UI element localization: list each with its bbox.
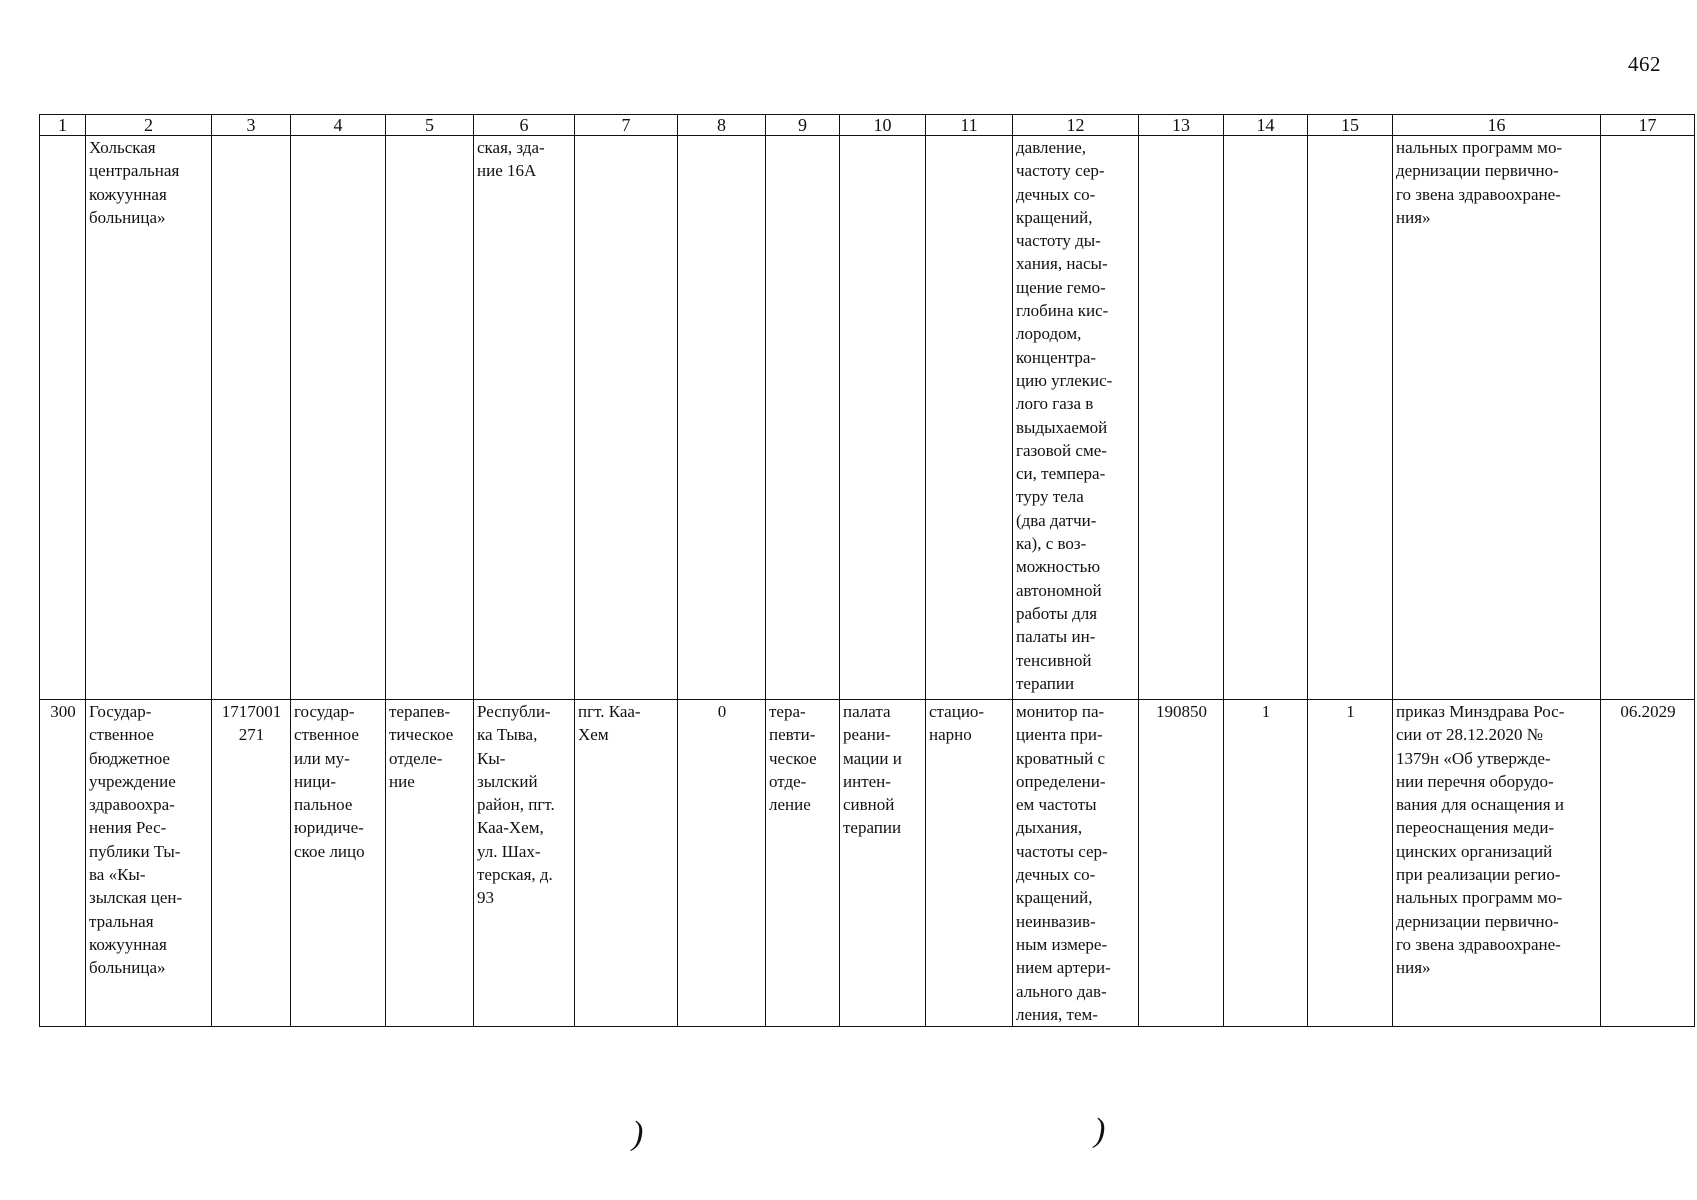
column-number: 1 (40, 115, 86, 136)
column-number: 8 (678, 115, 766, 136)
date-cell (1601, 136, 1695, 700)
row-number-cell: 300 (40, 700, 86, 1027)
count-cell: 0 (678, 700, 766, 1027)
room-cell (840, 136, 926, 700)
column-number: 13 (1139, 115, 1224, 136)
column-number: 16 (1393, 115, 1601, 136)
care-mode-cell: стацио- нарно (926, 700, 1013, 1027)
table-row (40, 136, 1695, 700)
legal-basis-cell: нальных программ мо- дернизации первично- го звена здравоохране- ния» (1393, 136, 1601, 700)
organization-name-cell: Хольская центральная кожуунная больница» (86, 136, 212, 700)
column-number: 11 (926, 115, 1013, 136)
table-row (40, 700, 1695, 1027)
page-number: 462 (1628, 52, 1661, 76)
column-number: 2 (86, 115, 212, 136)
code-cell: 190850 (1139, 700, 1224, 1027)
legal-form-cell: государ- ственное или му- ници- пальное юридиче- ское лицо (291, 700, 386, 1027)
column-number: 3 (212, 115, 291, 136)
column-number: 5 (386, 115, 474, 136)
room-cell: палата реани- мации и интен- сивной терапии (840, 700, 926, 1027)
code-cell (1139, 136, 1224, 700)
unit-cell (766, 136, 840, 700)
register-table (39, 114, 1695, 1027)
column-number: 7 (575, 115, 678, 136)
department-cell (386, 136, 474, 700)
department-cell: терапев- тическое отделе- ние (386, 700, 474, 1027)
column-number: 4 (291, 115, 386, 136)
equipment-cell: монитор па- циента при- кроватный с определени- ем частоты дыхания, частоты сер- дечных со- кращений, неинвазив- ным измере- нием артери- ального дав- ления, тем- (1013, 700, 1139, 1027)
settlement-cell: пгт. Каа- Хем (575, 700, 678, 1027)
pen-mark: ) (632, 1115, 644, 1152)
inn-cell: 1717001 271 (212, 700, 291, 1027)
column-number: 15 (1308, 115, 1393, 136)
column-number: 6 (474, 115, 575, 136)
row-number-cell (40, 136, 86, 700)
care-mode-cell (926, 136, 1013, 700)
column-number: 17 (1601, 115, 1695, 136)
column-number: 9 (766, 115, 840, 136)
equipment-cell: давление, частоту сер- дечных со- кращений, частоту ды- хания, насы- щение гемо- глобина кис- лородом, концентра- цию углекис- лого газа в выдыхаемой газовой сме- си, темпера- туру тела (два датчи- ка), с воз- можностью автономной работы для палаты ин- тенсивной терапии (1013, 136, 1139, 700)
organization-name-cell: Государ- ственное бюджетное учреждение здравоохра- нения Рес- публики Ты- ва «Кы- зылская цен- тральная кожуунная больница» (86, 700, 212, 1027)
quantity-cell (1308, 136, 1393, 700)
legal-basis-cell: приказ Минздрава Рос- сии от 28.12.2020 № 1379н «Об утвержде- нии перечня оборудо- вания для оснащения и переоснащения меди- цинских организаций при реализации регио- нальных программ мо- дернизации первично- го звена здравоохране- ния» (1393, 700, 1601, 1027)
legal-form-cell (291, 136, 386, 700)
address-cell: ская, зда- ние 16А (474, 136, 575, 700)
settlement-cell (575, 136, 678, 700)
pen-mark: ) (1094, 1112, 1106, 1149)
inn-cell (212, 136, 291, 700)
quantity-cell (1224, 136, 1308, 700)
unit-cell: тера- певти- ческое отде- ление (766, 700, 840, 1027)
date-cell: 06.2029 (1601, 700, 1695, 1027)
address-cell: Республи- ка Тыва, Кы- зылский район, пгт. Каа-Хем, ул. Шах- терская, д. 93 (474, 700, 575, 1027)
quantity-cell: 1 (1308, 700, 1393, 1027)
column-number: 14 (1224, 115, 1308, 136)
quantity-cell: 1 (1224, 700, 1308, 1027)
column-number: 12 (1013, 115, 1139, 136)
count-cell (678, 136, 766, 700)
column-number-row (40, 115, 1695, 136)
column-number: 10 (840, 115, 926, 136)
